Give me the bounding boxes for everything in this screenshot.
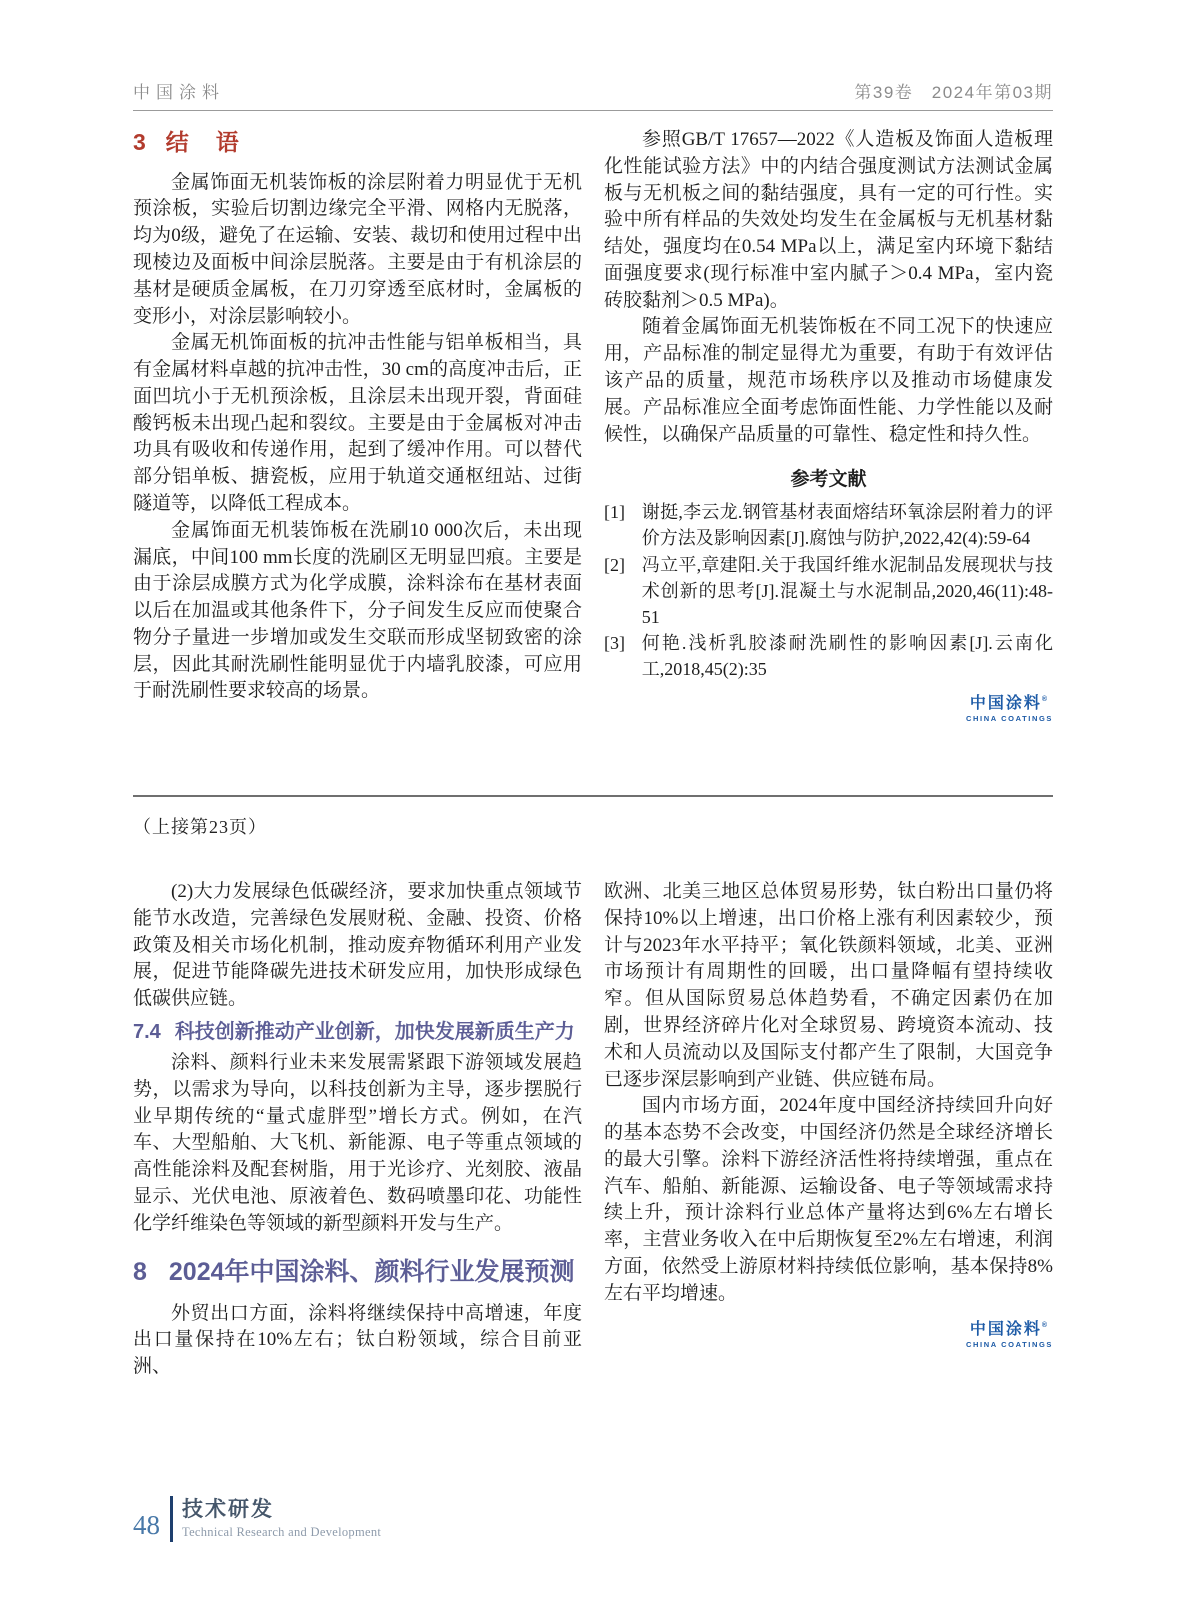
body-paragraph: 国内市场方面，2024年度中国经济持续回升向好的基本态势不会改变，中国经济仍然是全球经济增长的最大引擎。涂料下游经济活性将持续增强，重点在汽车、船舶、新能源、运输设备、电子等领域需求持续上升，预计涂料行业总体产量将达到6%左右增长率，主营业务收入在中后期恢复至2%左右增速，利润方面，依然受上游原材料持续低位影响，基本保持8%左右平均增速。: [604, 1095, 1053, 1304]
registered-mark: ®: [1041, 1321, 1050, 1329]
reference-item: [604, 552, 1053, 630]
reference-list: [604, 499, 1053, 682]
journal-name: 中国涂料: [133, 83, 225, 102]
footer-section-title: 技术研发: [182, 1498, 274, 1522]
section-8-number: 8: [133, 1258, 147, 1287]
body-paragraph: 金属无机饰面板的抗冲击性能与铝单板相当，具有金属材料卓越的抗冲击性，30 cm的高度冲击后，正面凹坑小于无机预涂板，且涂层未出现开裂，背面硅酸钙板未出现凸起和裂纹。主要是由于金属板对冲击功具有吸收和传递作用，起到了缓冲作用。可以替代部分铝单板、搪瓷板，应用于轨道交通枢纽站、过街隧道等，以降低工程成本。: [133, 332, 582, 514]
body-paragraph: 外贸出口方面，涂料将继续保持中高增速，年度出口量保持在10%左右；钛白粉领域，综合目前亚洲、: [133, 1302, 582, 1378]
body-paragraph: (2)大力发展绿色低碳经济，要求加快重点领域节能节水改造，完善绿色发展财税、金融、投资、价格政策及相关市场化机制，推动废弃物循环利用产业发展，促进节能降碳先进技术研发应用，加快形成绿色低碳供应链。: [133, 881, 582, 1010]
section-7-4-title: 科技创新推动产业创新，加快发展新质生产力: [174, 1020, 575, 1043]
bottom-left-column: [133, 879, 582, 1381]
section-7-4-number: 7.4: [133, 1020, 161, 1043]
reference-label: [3]: [604, 632, 625, 653]
section-8-heading: [133, 1257, 582, 1288]
registered-mark: ®: [1041, 696, 1050, 704]
footer-section-subtitle: Technical Research and Development: [182, 1524, 382, 1539]
body-paragraph: 金属饰面无机装饰板在洗刷10 000次后，未出现漏底，中间100 mm长度的洗刷区无明显凹痕。主要是由于涂层成膜方式为化学成膜，涂料涂布在基材表面以后在加温或其他条件下，分子间发生反应而使聚合物分子量进一步增加或发生交联而形成坚韧致密的涂层，因此其耐洗刷性能明显优于内墙乳胶漆，可应用于耐洗刷性要求较高的场景。: [133, 519, 582, 702]
reference-label: [2]: [604, 554, 625, 575]
bottom-article-columns: [133, 879, 1053, 1381]
footer-divider-bar: [170, 1496, 173, 1542]
top-article-columns: [133, 111, 1053, 725]
body-paragraph: 涂料、颜料行业未来发展需紧跟下游领域发展趋势，以需求为导向，以科技创新为主导，逐步摆脱行业早期传统的“量式虚胖型”增长方式。例如，在汽车、大型船舶、大飞机、新能源、电子等重点领域的高性能涂料及配套树脂，用于光诊疗、光刻胶、液晶显示、光伏电池、原液着色、数码喷墨印花、功能性化学纤维染色等领域的新型颜料开发与生产。: [133, 1051, 582, 1234]
logo-text: 中国涂料: [969, 695, 1042, 713]
reference-text: 冯立平,章建阳.关于我国纤维水泥制品发展现状与技术创新的思考[J].混凝土与水泥制品,2020,46(11):48-51: [641, 554, 1053, 627]
logo-subtext: CHINA COATINGS: [966, 1339, 1053, 1349]
footer-section-block: [182, 1498, 381, 1539]
china-coatings-logo: [604, 696, 1053, 725]
bottom-right-column: [604, 879, 1053, 1381]
page-header: [133, 0, 1053, 111]
china-coatings-logo-inner: [966, 1322, 1053, 1349]
reference-text: 何艳.浅析乳胶漆耐洗刷性的影响因素[J].云南化工,2018,45(2):35: [641, 632, 1053, 679]
page-footer: [133, 1496, 381, 1542]
logo-subtext: CHINA COATINGS: [966, 714, 1053, 724]
logo-wordmark: [966, 1322, 1053, 1338]
logo-text: 中国涂料: [969, 1320, 1042, 1338]
logo-wordmark: [966, 696, 1053, 712]
section-3-title: 结 语: [165, 129, 241, 155]
section-8-title: 2024年中国涂料、颜料行业发展预测: [168, 1258, 575, 1287]
reference-item: [604, 630, 1053, 682]
top-left-column: [133, 111, 582, 725]
reference-text: 谢挺,李云龙.钢管基材表面熔结环氧涂层附着力的评价方法及影响因素[J].腐蚀与防护,2022,42(4):59-64: [641, 502, 1053, 549]
reference-item: [604, 499, 1053, 551]
section-3-heading: [133, 129, 582, 157]
top-right-column: [604, 111, 1053, 725]
section-3-number: 3: [133, 129, 146, 155]
continuation-note: （上接第23页）: [133, 817, 267, 838]
section-7-4-heading: [133, 1019, 582, 1046]
body-paragraph: 随着金属饰面无机装饰板在不同工况下的快速应用，产品标准的制定显得尤为重要，有助于有效评估该产品的质量，规范市场秩序以及推动市场健康发展。产品标准应全面考虑饰面性能、力学性能以及耐候性，以确保产品质量的可靠性、稳定性和持久性。: [604, 316, 1053, 445]
article-divider-rule: [133, 795, 1053, 797]
body-paragraph: 参照GB/T 17657—2022《人造板及饰面人造板理化性能试验方法》中的内结合强度测试方法测试金属板与无机板之间的黏结强度，具有一定的可行性。实验中所有样品的失效处均发生在金属板与无机基材黏结处，强度均在0.54 MPa以上，满足室内环境下黏结面强度要求(现行标准中室内腻子＞0.4 MPa，室内瓷砖胶黏剂＞0.5 MPa)。: [604, 129, 1053, 311]
page-number: 48: [133, 1509, 160, 1540]
references-title: 参考文献: [790, 469, 867, 491]
volume-issue-info: 第39卷 2024年第03期: [854, 83, 1053, 102]
china-coatings-logo: [604, 1322, 1053, 1351]
body-paragraph: 欧洲、北美三地区总体贸易形势，钛白粉出口量仍将保持10%以上增速，出口价格上涨有利因素较少，预计与2023年水平持平；氧化铁颜料领域，北美、亚洲市场预计有周期性的回暖，出口量降幅有望持续收窄。但从国际贸易总体趋势看，不确定因素仍在加剧，世界经济碎片化对全球贸易、跨境资本流动、技术和人员流动以及国际支付都产生了限制，大国竞争已逐步深层影响到产业链、供应链布局。: [604, 881, 1053, 1090]
china-coatings-logo-inner: [966, 696, 1053, 723]
body-paragraph: 金属饰面无机装饰板的涂层附着力明显优于无机预涂板，实验后切割边缘完全平滑、网格内无脱落，均为0级，避免了在运输、安装、裁切和使用过程中出现棱边及面板中间涂层脱落。主要是由于有机涂层的基材是硬质金属板，在刀刃穿透至底材时，金属板的变形小，对涂层影响较小。: [133, 171, 582, 327]
reference-label: [1]: [604, 502, 625, 523]
